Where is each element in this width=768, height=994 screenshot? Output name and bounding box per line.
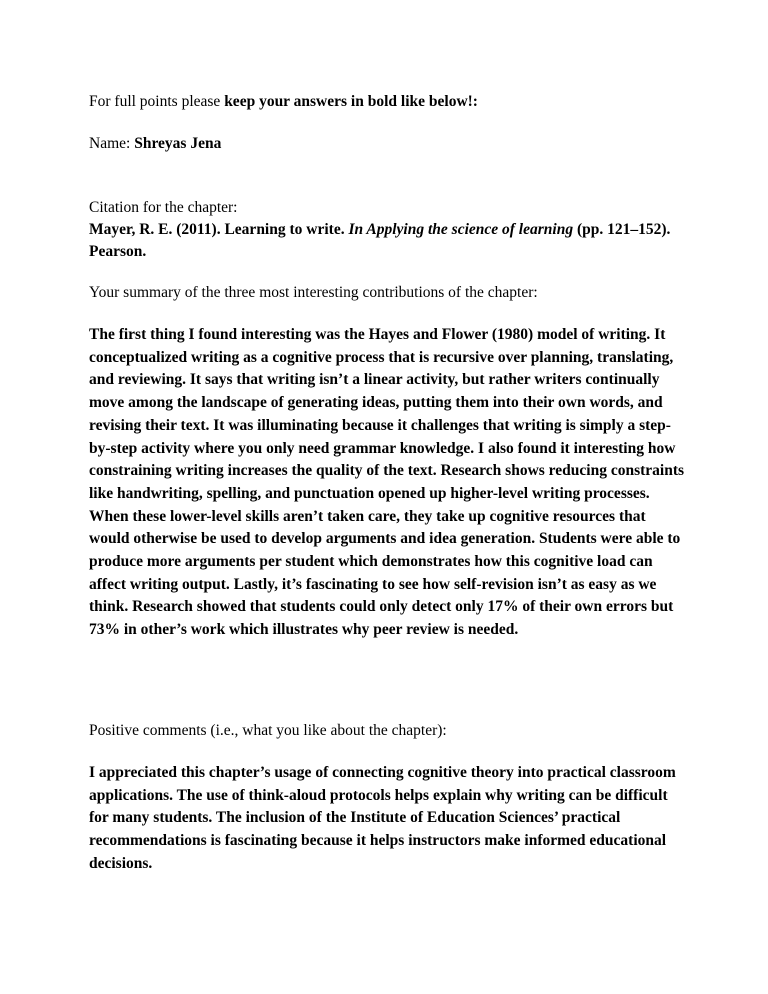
citation-book-title: In Applying the science of learning: [348, 221, 574, 238]
instruction-text: For full points please: [89, 93, 225, 110]
instruction-line: [89, 91, 689, 113]
instruction-bold-text: keep your answers in bold like below!:: [224, 93, 478, 110]
citation-text: [89, 219, 689, 263]
name-line: [89, 133, 689, 155]
citation-authors: Mayer, R. E. (2011). Learning to write.: [89, 221, 349, 238]
name-label: Name:: [89, 135, 135, 152]
positive-comments-label: Positive comments (i.e., what you like about the chapter):: [89, 721, 447, 739]
citation-pages-publisher: (pp. 121–152). Pearson.: [89, 221, 671, 260]
citation-label: Citation for the chapter:: [89, 199, 238, 216]
summary-label: Your summary of the three most interesting contributions of the chapter:: [89, 284, 538, 301]
positive-comments-answer: I appreciated this chapter’s usage of connecting cognitive theory into practical classroom applications. The use of think-aloud protocols helps explain why writing can be difficult for many students. The inclusion of the Institute of Education Sciences’ practical recommendations is fascinating because it helps instructors make informed educational decisions.: [89, 763, 676, 872]
name-value: Shreyas Jena: [134, 135, 222, 152]
summary-answer: The first thing I found interesting was the Hayes and Flower (1980) model of writing. It conceptualized writing as a cognitive process that is recursive over planning, translating, and reviewing. It says that writing isn’t a linear activity, but rather writers continually move among the landscape of generating ideas, putting them into their own words, and revising their text. It was illuminating because it challenges that writing is simply a step-by-step activity where you only need grammar knowledge. I also found it interesting how constraining writing increases the quality of the text. Research shows reducing constraints like handwriting, spelling, and punctuation opened up higher-level writing processes. When these lower-level skills aren’t taken care, they take up cognitive resources that would otherwise be used to develop arguments and idea generation. Students were able to produce more arguments per student which demonstrates how this cognitive load can affect writing output. Lastly, it’s fascinating to see how self-revision isn’t as easy as we think. Research showed that students could only detect only 17% of their own errors but 73% in other’s work which illustrates why peer review is needed.: [89, 326, 685, 639]
document-page: [89, 91, 689, 875]
